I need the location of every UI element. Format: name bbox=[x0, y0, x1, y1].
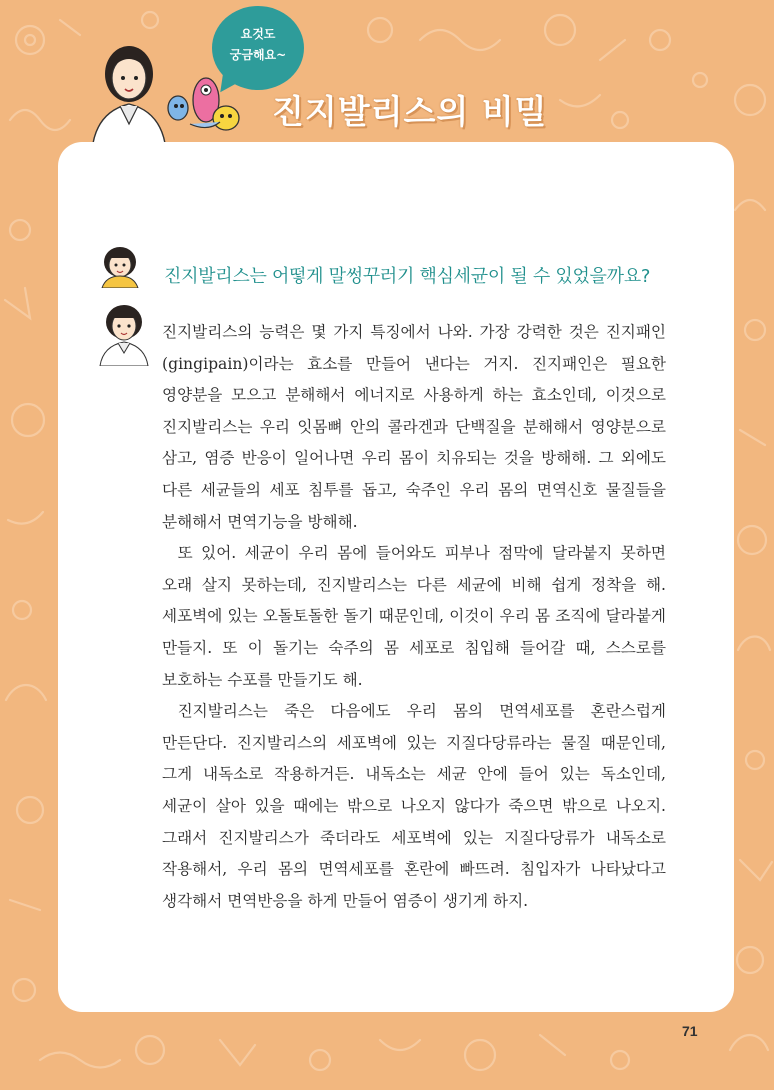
header bbox=[0, 0, 774, 150]
page-number: 71 bbox=[682, 1023, 698, 1039]
answer-body bbox=[162, 317, 666, 917]
answer-paragraph: 진지발리스의 능력은 몇 가지 특징에서 나와. 가장 강력한 것은 진지패인(gingipain)이라는 효소를 만들어 낸다는 거지. 진지패인은 필요한 영양분을 모으고 분해해서 에너지로 사용하게 하는 효소인데, 이것으로 진지발리스는 우리 잇몸뼈 안의 콜라겐과 단백질을 분해해서 영양분으로 삼고, 염증 반응이 일어나면 우리 몸이 치유되는 것을 방해해. 그 외에도 다른 세균들의 세포 침투를 돕고, 숙주인 우리 몸의 면역신호 물질들을 분해해서 면역기능을 방해해. bbox=[162, 323, 666, 531]
answer-paragraph: 진지발리스는 죽은 다음에도 우리 몸의 면역세포를 혼란스럽게 만든단다. 진지발리스의 세포벽에 있는 지질다당류라는 물질 때문인데, 그게 내독소로 작용하거든. 내독소는 세균 안에 들어 있는 독소인데, 세균이 살아 있을 때에는 밖으로 나오지 않다가 죽으면 밖으로 나오지. 그래서 진지발리스가 죽더라도 세포벽에 있는 지질다당류가 내독소로 작용해서, 우리 몸의 면역세포를 혼란에 빠뜨려. 침입자가 나타났다고 생각해서 면역반응을 하게 만들어 염증이 생기게 하지. bbox=[162, 702, 666, 910]
page-title: 진지발리스의 비밀 bbox=[272, 92, 548, 131]
speech-bubble-text bbox=[212, 24, 304, 66]
bubble-line-1: 요것도 bbox=[240, 27, 276, 41]
answer-paragraph: 또 있어. 세균이 우리 몸에 들어와도 피부나 점막에 달라붙지 못하면 오래 살지 못하는데, 진지발리스는 다른 세균에 비해 쉽게 정착을 해. 세포벽에 있는 오돌토돌한 돌기 때문인데, 이것이 우리 몸 조직에 달라붙게 만들지. 또 이 돌기는 숙주의 몸 세포로 침입해 들어갈 때, 스스로를 보호하는 수포를 만들기도 해. bbox=[162, 544, 666, 689]
bubble-line-2: 궁금해요~ bbox=[229, 48, 287, 62]
girl-avatar-icon bbox=[96, 244, 144, 288]
question-text: 진지발리스는 어떻게 말썽꾸러기 핵심세균이 될 수 있었을까요? bbox=[164, 266, 651, 287]
teacher-avatar-icon bbox=[96, 302, 152, 366]
